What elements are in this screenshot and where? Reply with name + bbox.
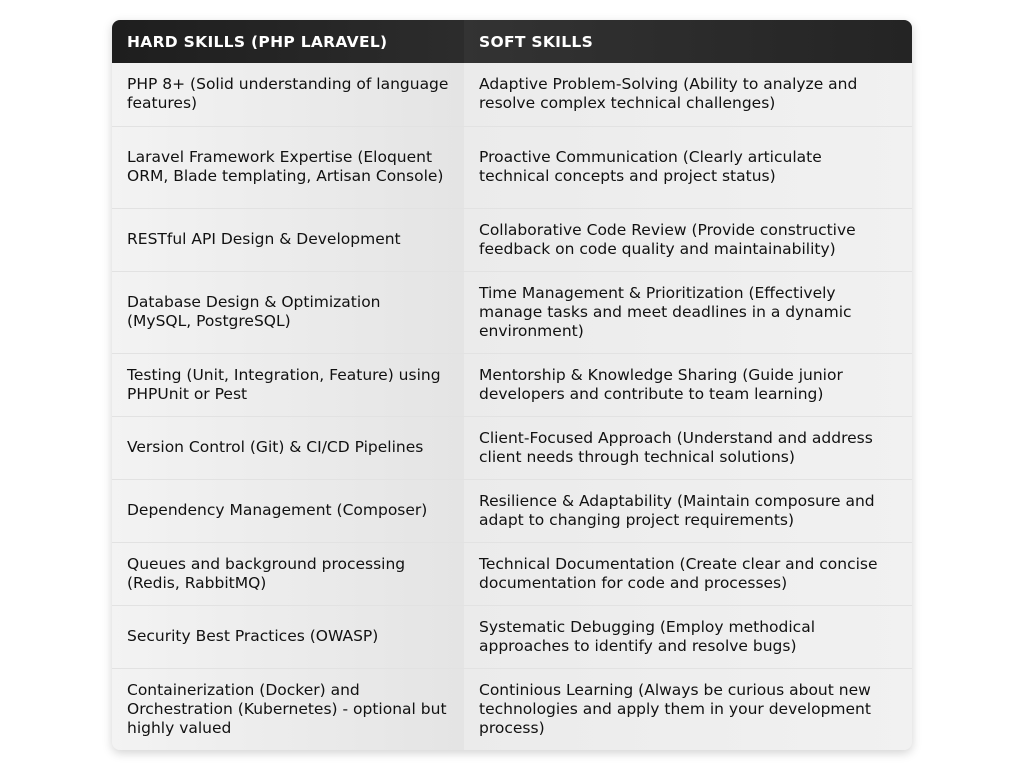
header-hard-skills: HARD SKILLS (PHP LARAVEL) [112, 20, 464, 63]
hard-skill-cell: PHP 8+ (Solid understanding of language features) [112, 63, 464, 126]
soft-skill-cell: Resilience & Adaptability (Maintain composure and adapt to changing project requirements) [464, 479, 912, 542]
soft-skill-cell: Continious Learning (Always be curious about new technologies and apply them in your development process) [464, 668, 912, 750]
soft-skill-cell: Collaborative Code Review (Provide constructive feedback on code quality and maintainability) [464, 208, 912, 271]
skills-table-grid [112, 20, 912, 750]
table-row [112, 126, 912, 208]
table-row [112, 353, 912, 416]
hard-skill-cell: Dependency Management (Composer) [112, 479, 464, 542]
hard-skill-cell: Testing (Unit, Integration, Feature) using PHPUnit or Pest [112, 353, 464, 416]
soft-skill-cell: Technical Documentation (Create clear and concise documentation for code and processes) [464, 542, 912, 605]
soft-skill-cell: Mentorship & Knowledge Sharing (Guide junior developers and contribute to team learning) [464, 353, 912, 416]
table-row [112, 542, 912, 605]
soft-skill-cell: Time Management & Prioritization (Effectively manage tasks and meet deadlines in a dynamic environment) [464, 271, 912, 353]
table-row [112, 668, 912, 750]
soft-skill-cell: Proactive Communication (Clearly articulate technical concepts and project status) [464, 126, 912, 208]
hard-skill-cell: Security Best Practices (OWASP) [112, 605, 464, 668]
table-row [112, 605, 912, 668]
skills-table [112, 20, 912, 750]
table-header [112, 20, 912, 63]
hard-skill-cell: Queues and background processing (Redis, RabbitMQ) [112, 542, 464, 605]
hard-skill-cell: RESTful API Design & Development [112, 208, 464, 271]
table-row [112, 479, 912, 542]
hard-skill-cell: Version Control (Git) & CI/CD Pipelines [112, 416, 464, 479]
soft-skill-cell: Systematic Debugging (Employ methodical approaches to identify and resolve bugs) [464, 605, 912, 668]
header-soft-skills: SOFT SKILLS [464, 20, 912, 63]
table-row [112, 208, 912, 271]
table-body [112, 63, 912, 750]
table-row [112, 63, 912, 126]
soft-skill-cell: Adaptive Problem-Solving (Ability to analyze and resolve complex technical challenges) [464, 63, 912, 126]
hard-skill-cell: Laravel Framework Expertise (Eloquent ORM, Blade templating, Artisan Console) [112, 126, 464, 208]
table-row [112, 271, 912, 353]
header-row [112, 20, 912, 63]
soft-skill-cell: Client-Focused Approach (Understand and address client needs through technical solutions) [464, 416, 912, 479]
hard-skill-cell: Containerization (Docker) and Orchestration (Kubernetes) - optional but highly valued [112, 668, 464, 750]
table-row [112, 416, 912, 479]
hard-skill-cell: Database Design & Optimization (MySQL, PostgreSQL) [112, 271, 464, 353]
